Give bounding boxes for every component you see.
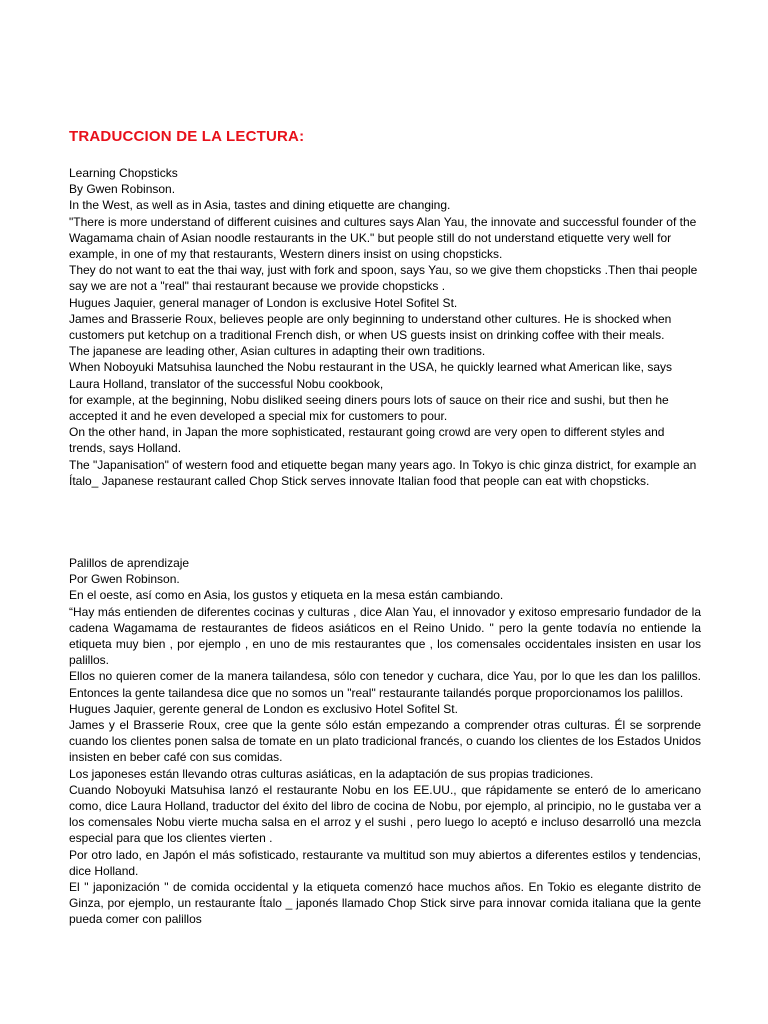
english-title: Learning Chopsticks bbox=[69, 166, 178, 180]
english-text-block bbox=[69, 165, 701, 489]
english-paragraph: In the West, as well as in Asia, tastes and dining etiquette are changing. bbox=[69, 198, 451, 213]
spanish-paragraph: Los japoneses están llevando otras culturas asiáticas, en la adaptación de sus propias tradiciones. bbox=[69, 766, 594, 781]
spanish-paragraph: “Hay más entienden de diferentes cocinas y culturas , dice Alan Yau, el innovador y exitoso empresario fundador de la cadena Wagamama de restaurantes de fideos asiáticos en el Reino Unido. " pero la gente todavía no entiende la etiqueta muy bien , por ejemplo , en uno de mis restaurantes que , los comensales occidentales insisten en usar los palillos. bbox=[69, 604, 701, 668]
spanish-paragraph: Ellos no quieren comer de la manera tailandesa, sólo con tenedor y cuchara, dice Yau, por lo que les dan los palillos. Entonces la gente tailandesa dice que no somos un "real" restaurante tailandés porque proporcionamos los palillos. bbox=[69, 669, 701, 700]
spanish-title: Palillos de aprendizaje bbox=[69, 556, 190, 570]
spanish-paragraph: Cuando Noboyuki Matsuhisa lanzó el restaurante Nobu en los EE.UU., que rápidamente se enteró de lo americano como, dice Laura Holland, traductor del éxito del libro de cocina de Nobu, por ejemplo, al principio, no le gustaba ver a los comensales Nobu vierte mucha salsa en el arroz y el sushi , pero luego lo aceptó e incluso desarrolló una mezcla especial para que los clientes vierten . bbox=[69, 782, 701, 846]
spanish-paragraph: En el oeste, así como en Asia, los gustos y etiqueta en la mesa están cambiando. bbox=[69, 588, 504, 603]
spanish-paragraph: James y el Brasserie Roux, cree que la gente sólo están empezando a comprender otras culturas. Él se sorprende cuando los clientes ponen salsa de tomate en un plato tradicional francés, o cuando los clientes de los Estados Unidos insisten en beber café con sus comidas. bbox=[69, 718, 701, 765]
english-paragraph: On the other hand, in Japan the more sophisticated, restaurant going crowd are very open to different styles and trends, says Holland. bbox=[69, 425, 665, 456]
english-paragraph: The "Japanisation" of western food and etiquette began many years ago. In Tokyo is chic ginza district, for example an Ítalo_ Japanese restaurant called Chop Stick serves innovate Italian food that people can eat with chopsticks. bbox=[69, 457, 697, 488]
english-paragraph: The japanese are leading other, Asian cultures in adapting their own traditions. bbox=[69, 344, 486, 359]
english-paragraph: Hugues Jaquier, general manager of London is exclusive Hotel Sofitel St. bbox=[69, 295, 458, 310]
english-paragraph: When Noboyuki Matsuhisa launched the Nobu restaurant in the USA, he quickly learned what American like, says Laura Holland, translator of the successful Nobu cookbook, bbox=[69, 360, 672, 391]
spanish-byline: Por Gwen Robinson. bbox=[69, 572, 180, 587]
english-paragraph: for example, at the beginning, Nobu disliked seeing diners pours lots of sauce on their rice and sushi, but then he accepted it and he even developed a special mix for customers to pour. bbox=[69, 392, 669, 424]
spanish-paragraph: Por otro lado, en Japón el más sofisticado, restaurante va multitud son muy abiertos a diferentes estilos y tendencias, dice Holland. bbox=[69, 847, 701, 878]
page-title: TRADUCCION DE LA LECTURA: bbox=[69, 128, 305, 145]
spanish-text-block bbox=[69, 555, 701, 928]
english-paragraph: "There is more understand of different cuisines and cultures says Alan Yau, the innovate and successful founder of the Wagamama chain of Asian noodle restaurants in the UK." but people still do not understand etiquette very well for example, in one of my that restaurants, Western diners insist on using chopsticks. bbox=[69, 214, 697, 262]
spanish-paragraph: El " japonización " de comida occidental y la etiqueta comenzó hace muchos años. En Tokio es elegante distrito de Ginza, por ejemplo, un restaurante Ítalo _ japonés llamado Chop Stick sirve para innovar comida italiana que la gente pueda comer con palillos bbox=[69, 880, 701, 927]
english-paragraph: They do not want to eat the thai way, just with fork and spoon, says Yau, so we give them chopsticks .Then thai people say we are not a "real" thai restaurant because we provide chopsticks . bbox=[69, 263, 698, 294]
english-byline: By Gwen Robinson. bbox=[69, 182, 176, 197]
spanish-paragraph: Hugues Jaquier, gerente general de London es exclusivo Hotel Sofitel St. bbox=[69, 701, 458, 716]
english-paragraph: James and Brasserie Roux, believes people are only beginning to understand other cultures. He is shocked when customers put ketchup on a traditional French dish, or when US guests insist on drinking coffee with their meals. bbox=[69, 311, 672, 343]
